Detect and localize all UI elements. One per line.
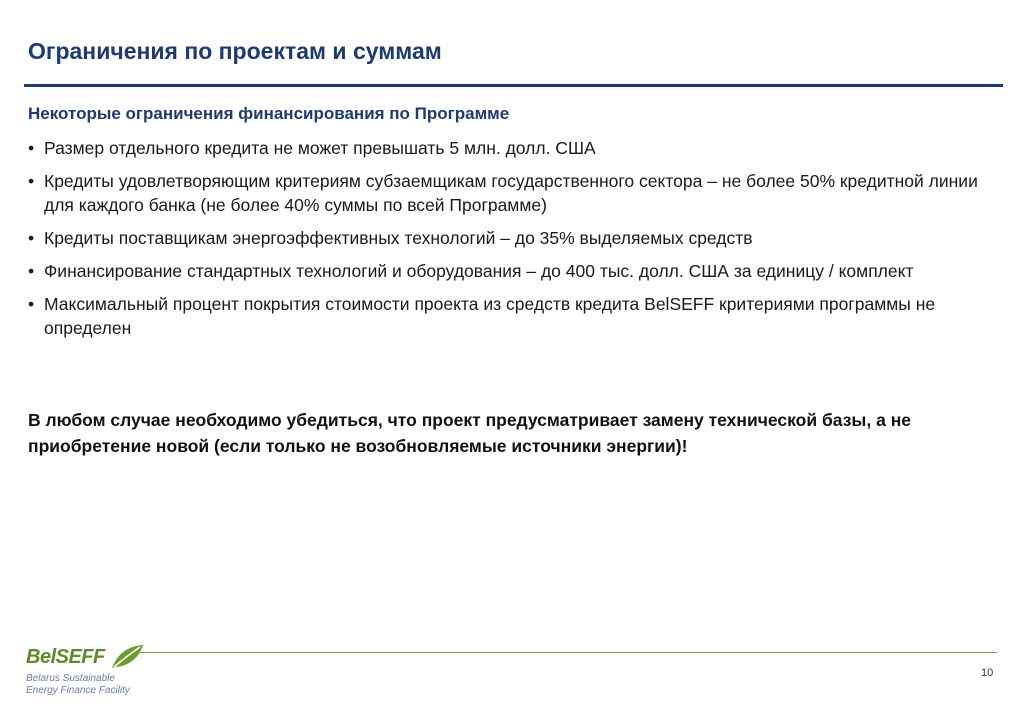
logo-wordmark: BelSEFF: [26, 646, 105, 668]
title-divider: [24, 84, 1003, 87]
logo-tagline-1: Belarus Sustainable: [26, 673, 115, 684]
logo-tagline-2: Energy Finance Facility: [26, 685, 130, 696]
slide-title: Ограничения по проектам и суммам: [28, 38, 442, 64]
bullet-dot: •: [28, 294, 35, 314]
bullet-item: [28, 136, 1003, 160]
slide-subtitle: Некоторые ограничения финансирования по Программе: [28, 104, 510, 123]
important-note: В любом случае необходимо убедиться, что проект предусматривает замену технической базы, а не приобретение новой (если только не возобновляемые источники энергии)!: [28, 410, 911, 456]
footer-divider: [140, 652, 997, 653]
bullet-text: Финансирование стандартных технологий и оборудования – до 400 тыс. долл. США за единицу / комплект: [44, 261, 914, 281]
bullet-text: Кредиты поставщикам энергоэффективных технологий – до 35% выделяемых средств: [44, 228, 753, 248]
bullet-item: [28, 169, 1003, 217]
leaf-icon: [110, 644, 144, 670]
bullet-text: Размер отдельного кредита не может превышать 5 млн. долл. США: [44, 138, 596, 158]
bullet-text: Максимальный процент покрытия стоимости проекта из средств кредита BelSEFF критериями программы не определен: [44, 294, 936, 338]
page-number: 10: [981, 667, 994, 679]
bullet-dot: •: [28, 138, 35, 158]
bullet-item: [28, 292, 1003, 340]
bullet-list: [28, 136, 1003, 349]
belseff-logo: [26, 644, 156, 700]
bullet-dot: •: [28, 171, 35, 191]
bullet-item: [28, 226, 1003, 250]
bullet-text: Кредиты удовлетворяющим критериям субзаемщикам государственного сектора – не более 50% кредитной линии для каждого банка (не более 40% суммы по всей Программе): [44, 171, 978, 215]
bullet-item: [28, 259, 1003, 283]
bullet-dot: •: [28, 228, 35, 248]
bullet-dot: •: [28, 261, 35, 281]
